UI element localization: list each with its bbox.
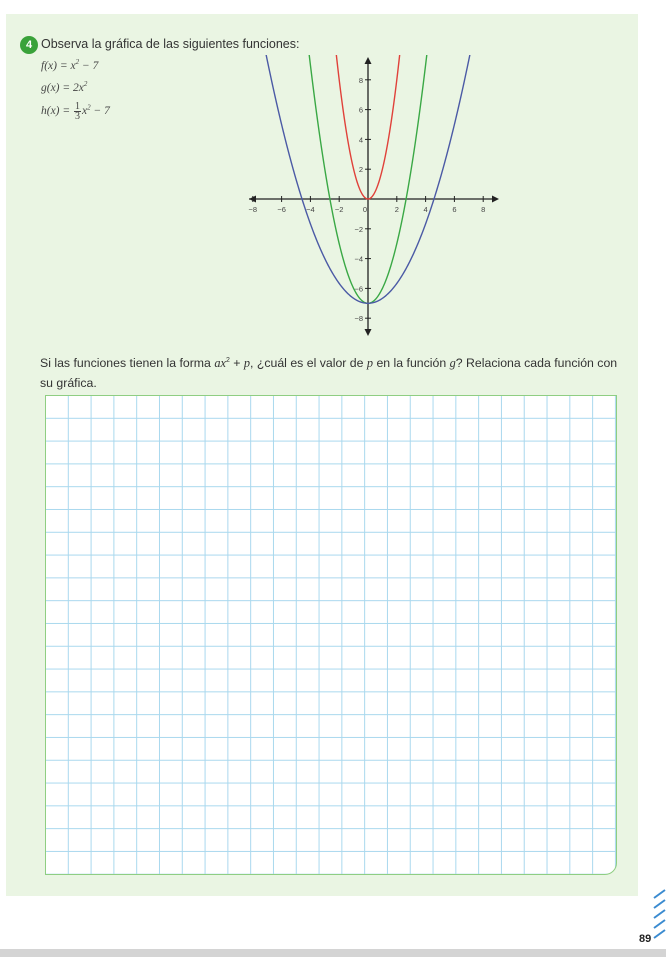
function-f (41, 58, 98, 72)
question-part4: ? Relaciona cada función con su gráfica. (40, 356, 618, 391)
question-part1: Si las funciones tienen la forma (40, 356, 215, 371)
function-g-lhs: g(x) = 2x (41, 81, 84, 94)
y-tick-label: −6 (354, 284, 363, 294)
page-corner-stripes (652, 888, 666, 950)
question-part3: en la función (373, 356, 450, 371)
y-tick-label: 8 (358, 75, 363, 85)
function-g (41, 80, 87, 94)
function-h-fraction (74, 102, 81, 121)
page-number: 89 (639, 933, 652, 945)
x-tick-label: 2 (394, 205, 399, 214)
x-tick-label: 6 (452, 205, 457, 214)
y-axis-arrow-bottom (365, 329, 372, 336)
x-axis-arrow-right (492, 196, 499, 203)
function-h-lhs: h(x) = (41, 105, 74, 118)
y-tick-label: 2 (358, 165, 363, 175)
y-tick-label: −8 (354, 314, 363, 324)
question-plus: + (229, 356, 244, 371)
function-h-rhs: − 7 (90, 105, 110, 118)
question-text (40, 351, 630, 393)
y-axis-arrow-top (365, 57, 372, 64)
parabola-curve-2 (245, 55, 498, 303)
function-h-variable: x (82, 105, 88, 118)
x-tick-label: −6 (277, 205, 286, 214)
question-x: x (220, 356, 226, 371)
y-tick-label: 6 (358, 105, 363, 115)
x-tick-label: 8 (481, 205, 486, 214)
question-exponent: 2 (225, 357, 230, 364)
question-g: g (449, 356, 456, 371)
x-tick-label: 4 (423, 205, 428, 214)
fraction-denominator: 3 (75, 111, 81, 122)
function-f-lhs: f(x) = x (41, 59, 76, 72)
exercise-number-badge: 4 (20, 36, 38, 54)
function-f-rhs: − 7 (79, 59, 99, 72)
fraction-numerator: 1 (75, 101, 81, 112)
curves (245, 55, 498, 303)
x-tick-label: −8 (248, 205, 258, 214)
question-p2: p (366, 356, 374, 371)
x-tick-label: −2 (334, 205, 344, 214)
parabola-curve-3 (245, 55, 498, 303)
x-tick-label: 0 (362, 205, 368, 214)
y-tick-label: −2 (354, 224, 363, 234)
function-h (41, 102, 110, 121)
function-h-exponent: 2 (87, 103, 91, 112)
y-tick-label: 4 (358, 135, 363, 145)
question-a: a (214, 356, 221, 371)
y-tick-label: −4 (354, 254, 363, 264)
answer-grid-area[interactable] (45, 395, 617, 875)
function-f-exponent: 2 (75, 58, 80, 66)
question-p: p (243, 356, 251, 371)
exercise-instruction: Observa la gráfica de las siguientes funciones: (41, 37, 300, 51)
axes (249, 57, 499, 336)
parabola-graph (245, 55, 505, 340)
page-bottom-bar (0, 949, 666, 957)
question-part2: , ¿cuál es el valor de (250, 356, 367, 371)
x-tick-label: −4 (306, 205, 315, 214)
function-g-exponent: 2 (83, 80, 88, 88)
